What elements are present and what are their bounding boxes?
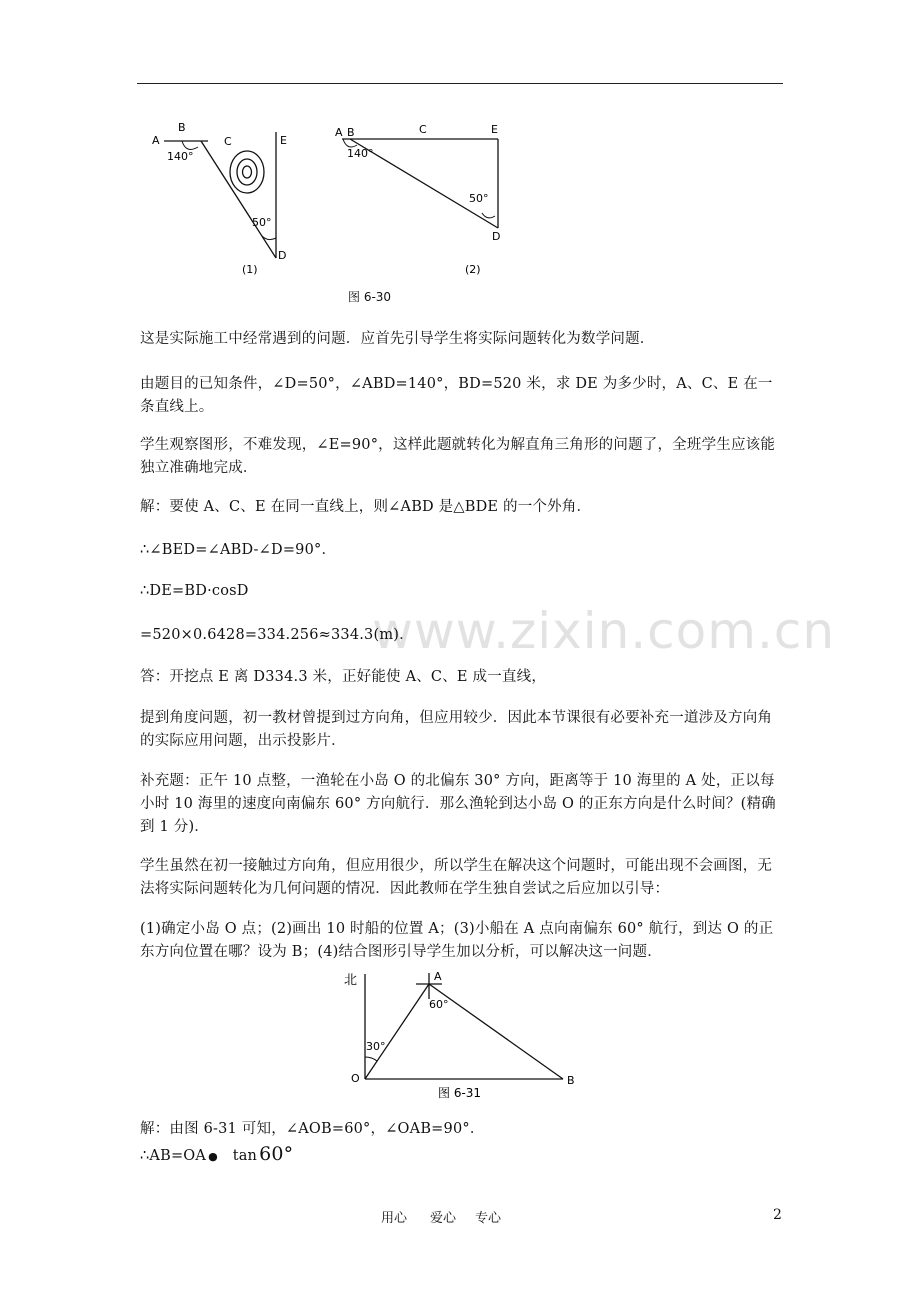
label-o: O — [351, 1072, 360, 1085]
paragraph: 学生观察图形，不难发现，∠E=90°，这样此题就转化为解直角三角形的问题了，全班学生应该能独立准确地完成． — [140, 437, 776, 476]
angle-abd: 140° — [347, 147, 374, 160]
paragraph: 由题目的已知条件，∠D=50°，∠ABD=140°，BD=520 米，求 DE 为多少时，A、C、E 在一条直线上。 — [140, 376, 773, 415]
paragraph: 答：开挖点 E 离 D334.3 米，正好能使 A、C、E 成一直线， — [140, 669, 547, 685]
angle-o: 30° — [366, 1040, 386, 1053]
label-a: A — [335, 126, 343, 139]
sub-caption-1: (1) — [242, 263, 258, 276]
north-label: 北 — [344, 973, 358, 988]
angle-d: 50° — [252, 216, 272, 229]
paragraph: 这是实际施工中经常遇到的问题．应首先引导学生将实际问题转化为数学问题． — [140, 331, 655, 347]
paragraph: 补充题：正午 10 点整，一渔轮在小岛 O 的北偏东 30° 方向，距离等于 10 海里的 A 处，正以每小时 10 海里的速度向南偏东 60° 方向航行．那么渔轮到达小岛 O 的正东方向是什么时间？(精确到 1 分)． — [140, 773, 776, 835]
label-b: B — [178, 121, 186, 134]
label-b: B — [347, 126, 355, 139]
paragraph: =520×0.6428=334.256≈334.3(m)． — [140, 627, 414, 643]
label-e: E — [491, 123, 498, 136]
paragraph: 学生虽然在初一接触过方向角，但应用很少，所以学生在解决这个问题时，可能出现不会画图，无法将实际问题转化为几何问题的情况．因此教师在学生独自尝试之后应加以引导： — [140, 858, 773, 897]
label-a: A — [152, 134, 160, 147]
paragraph: 解：要使 A、C、E 在同一直线上，则∠ABD 是△BDE 的一个外角． — [140, 499, 592, 515]
label-d: D — [278, 249, 287, 262]
angle-abd: 140° — [167, 150, 194, 163]
formula-angle: 60° — [259, 1143, 294, 1165]
paragraph: 提到角度问题，初一教材曾提到过方向角，但应用较少．因此本节课很有必要补充一道涉及方向角的实际应用问题，出示投影片． — [140, 710, 773, 749]
figure-caption-6-31: 图 6-31 — [438, 1086, 482, 1100]
label-c: C — [419, 123, 427, 136]
label-c: C — [224, 135, 232, 148]
bullet-dot: ● — [208, 1150, 218, 1163]
paragraph-formula — [140, 1143, 783, 1168]
angle-d: 50° — [469, 192, 489, 205]
figure-6-31 — [338, 968, 588, 1108]
angle-a: 60° — [429, 998, 449, 1011]
label-e: E — [280, 134, 287, 147]
sub-caption-2: (2) — [465, 263, 481, 276]
footer-text-1: 用心 — [381, 1211, 408, 1226]
label-b: B — [567, 1074, 575, 1087]
formula-tan: tan — [232, 1148, 258, 1164]
figure-6-30-part-2 — [330, 118, 510, 283]
page-number: 2 — [773, 1207, 782, 1223]
label-a: A — [434, 970, 442, 983]
paragraph: (1)确定小岛 O 点；(2)画出 10 时船的位置 A；(3)小船在 A 点向南偏东 60° 航行，到达 O 的正东方向位置在哪？设为 B；(4)结合图形引导学生加以分析，可以解决这一问题． — [140, 921, 774, 960]
label-d: D — [492, 230, 501, 243]
paragraph: ∴DE=BD·cosD — [140, 583, 249, 599]
watermark: www.zixin.com.cn — [372, 602, 836, 660]
paragraph: 解：由图 6-31 可知，∠AOB=60°，∠OAB=90°． — [140, 1121, 485, 1137]
figure-caption-6-30: 图 6-30 — [348, 290, 392, 304]
figure-6-30-part-1 — [140, 118, 300, 283]
header-rule — [137, 83, 783, 84]
footer-text-3: 专心 — [475, 1211, 502, 1226]
paragraph: ∴∠BED=∠ABD-∠D=90°． — [140, 542, 337, 558]
formula-left: ∴AB=OA — [140, 1148, 207, 1164]
footer-text-2: 爱心 — [430, 1211, 457, 1226]
